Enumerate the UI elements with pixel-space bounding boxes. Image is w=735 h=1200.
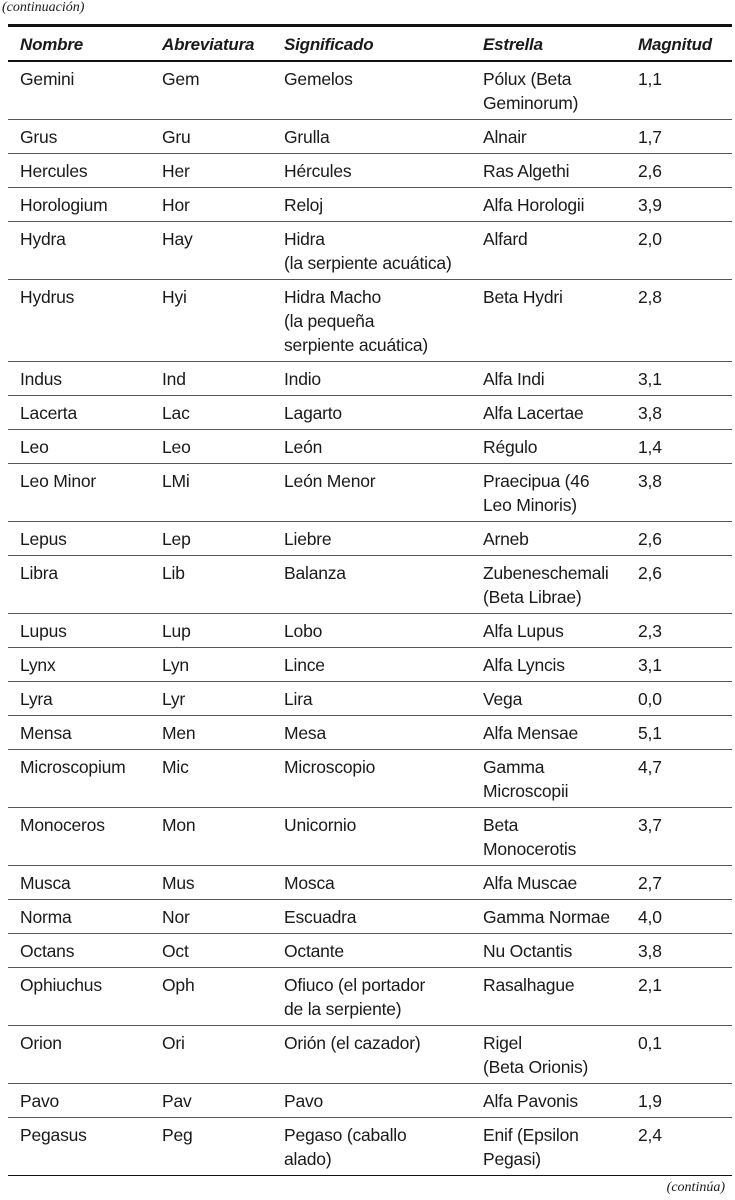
cell-estrella <box>471 362 626 396</box>
table-row <box>8 750 732 808</box>
table-row <box>8 808 732 866</box>
cell-estrella-line: Pólux (Beta <box>483 69 572 89</box>
cell-abreviatura: Hyi <box>150 280 272 362</box>
cell-significado <box>272 222 471 280</box>
cell-significado <box>272 556 471 614</box>
cell-significado-line: Unicornio <box>284 815 357 835</box>
cell-estrella <box>471 682 626 716</box>
cell-estrella-line: Alfa Muscae <box>483 873 578 893</box>
cell-magnitud: 3,7 <box>626 808 732 866</box>
cell-significado <box>272 120 471 154</box>
column-header-abreviatura: Abreviatura <box>162 35 255 54</box>
cell-estrella-line: Enif (Epsilon <box>483 1125 579 1145</box>
cell-estrella-line: Régulo <box>483 437 538 457</box>
cell-significado-line: Lince <box>284 655 325 675</box>
cell-estrella-line: Alfa Lupus <box>483 621 564 641</box>
cell-estrella <box>471 222 626 280</box>
cell-abreviatura: Mon <box>150 808 272 866</box>
cell-nombre: Hydra <box>8 222 150 280</box>
cell-magnitud: 1,9 <box>626 1084 732 1118</box>
cell-significado-line: Escuadra <box>284 907 357 927</box>
cell-nombre: Lacerta <box>8 396 150 430</box>
cell-estrella <box>471 430 626 464</box>
cell-abreviatura: Oct <box>150 934 272 968</box>
cell-significado <box>272 280 471 362</box>
cell-significado-line: Balanza <box>284 563 346 583</box>
table-row <box>8 648 732 682</box>
cell-abreviatura: LMi <box>150 464 272 522</box>
column-header-magnitud: Magnitud <box>638 35 712 54</box>
cell-significado-line: Hidra Macho <box>284 287 382 307</box>
cell-estrella <box>471 1026 626 1084</box>
cell-magnitud: 4,7 <box>626 750 732 808</box>
cell-estrella <box>471 648 626 682</box>
cell-significado-line: Liebre <box>284 529 332 549</box>
cell-estrella <box>471 464 626 522</box>
cell-significado <box>272 430 471 464</box>
cell-nombre: Lyra <box>8 682 150 716</box>
cell-estrella-line: Gamma <box>483 757 545 777</box>
cell-estrella-line: Alfa Mensae <box>483 723 579 743</box>
cell-estrella-line: Ras Algethi <box>483 161 570 181</box>
cell-magnitud: 2,6 <box>626 522 732 556</box>
cell-magnitud: 0,1 <box>626 1026 732 1084</box>
cell-nombre: Microscopium <box>8 750 150 808</box>
cell-magnitud: 2,6 <box>626 556 732 614</box>
table-row <box>8 464 732 522</box>
cell-estrella-line: Alfa Lyncis <box>483 655 565 675</box>
cell-abreviatura: Leo <box>150 430 272 464</box>
cell-magnitud: 2,8 <box>626 280 732 362</box>
cell-significado-line: Lagarto <box>284 403 342 423</box>
cell-significado-line: Orión (el cazador) <box>284 1033 421 1053</box>
cell-significado-line: Pegaso (caballo <box>284 1125 407 1145</box>
cell-estrella <box>471 716 626 750</box>
cell-estrella <box>471 556 626 614</box>
cell-magnitud: 0,0 <box>626 682 732 716</box>
cell-nombre: Orion <box>8 1026 150 1084</box>
cell-magnitud: 3,8 <box>626 396 732 430</box>
cell-abreviatura: Ind <box>150 362 272 396</box>
column-header-estrella: Estrella <box>483 35 543 54</box>
cell-estrella <box>471 968 626 1026</box>
cell-significado-line: alado) <box>284 1149 332 1169</box>
continuation-bottom-label: (continúa) <box>666 1180 725 1195</box>
table-row <box>8 188 732 222</box>
cell-nombre: Gemini <box>8 61 150 120</box>
cell-significado <box>272 61 471 120</box>
cell-nombre: Hydrus <box>8 280 150 362</box>
constellation-table-container <box>8 24 732 1176</box>
cell-magnitud: 4,0 <box>626 900 732 934</box>
cell-estrella <box>471 614 626 648</box>
cell-significado-line: Mosca <box>284 873 335 893</box>
cell-significado-line: de la serpiente) <box>284 999 402 1019</box>
cell-estrella-line: Pegasi) <box>483 1149 541 1169</box>
cell-estrella-line: (Beta Orionis) <box>483 1057 589 1077</box>
cell-nombre: Horologium <box>8 188 150 222</box>
cell-significado <box>272 522 471 556</box>
cell-estrella-line: Monocerotis <box>483 839 577 859</box>
cell-nombre: Ophiuchus <box>8 968 150 1026</box>
cell-magnitud: 3,1 <box>626 362 732 396</box>
cell-estrella <box>471 900 626 934</box>
cell-nombre: Grus <box>8 120 150 154</box>
cell-significado <box>272 808 471 866</box>
cell-significado <box>272 968 471 1026</box>
cell-abreviatura: Lyn <box>150 648 272 682</box>
cell-estrella-line: Arneb <box>483 529 529 549</box>
cell-significado <box>272 1118 471 1176</box>
cell-estrella-line: Rasalhague <box>483 975 575 995</box>
table-row <box>8 430 732 464</box>
cell-abreviatura: Oph <box>150 968 272 1026</box>
cell-estrella <box>471 522 626 556</box>
cell-magnitud: 3,8 <box>626 934 732 968</box>
cell-abreviatura: Men <box>150 716 272 750</box>
cell-significado <box>272 716 471 750</box>
cell-magnitud: 2,7 <box>626 866 732 900</box>
table-row <box>8 1026 732 1084</box>
cell-significado-line: León <box>284 437 323 457</box>
cell-magnitud: 2,4 <box>626 1118 732 1176</box>
cell-abreviatura: Pav <box>150 1084 272 1118</box>
cell-estrella-line: Zubeneschemali <box>483 563 609 583</box>
cell-significado <box>272 682 471 716</box>
cell-nombre: Octans <box>8 934 150 968</box>
cell-estrella-line: Alnair <box>483 127 527 147</box>
cell-abreviatura: Lib <box>150 556 272 614</box>
table-row <box>8 968 732 1026</box>
cell-estrella-line: Beta <box>483 815 519 835</box>
cell-magnitud: 2,1 <box>626 968 732 1026</box>
cell-abreviatura: Gru <box>150 120 272 154</box>
cell-abreviatura: Her <box>150 154 272 188</box>
cell-nombre: Indus <box>8 362 150 396</box>
cell-abreviatura: Mic <box>150 750 272 808</box>
cell-abreviatura: Hor <box>150 188 272 222</box>
table-row <box>8 614 732 648</box>
cell-estrella <box>471 808 626 866</box>
cell-abreviatura: Lep <box>150 522 272 556</box>
cell-estrella <box>471 750 626 808</box>
cell-significado-line: León Menor <box>284 471 376 491</box>
table-row <box>8 522 732 556</box>
cell-estrella-line: Alfa Horologii <box>483 195 585 215</box>
cell-significado-line: Hidra <box>284 229 325 249</box>
cell-significado <box>272 464 471 522</box>
table-row <box>8 866 732 900</box>
cell-significado-line: Octante <box>284 941 344 961</box>
cell-significado-line: Mesa <box>284 723 326 743</box>
cell-nombre: Pegasus <box>8 1118 150 1176</box>
cell-estrella <box>471 120 626 154</box>
cell-nombre: Leo Minor <box>8 464 150 522</box>
cell-abreviatura: Hay <box>150 222 272 280</box>
cell-significado-line: (la serpiente acuática) <box>284 253 452 273</box>
cell-significado-line: Indio <box>284 369 321 389</box>
cell-significado-line: Reloj <box>284 195 323 215</box>
continuation-top-label: (continuación) <box>2 0 85 15</box>
cell-magnitud: 3,9 <box>626 188 732 222</box>
cell-significado <box>272 934 471 968</box>
cell-significado <box>272 866 471 900</box>
cell-significado-line: Grulla <box>284 127 330 147</box>
cell-estrella-line: Nu Octantis <box>483 941 573 961</box>
cell-significado-line: Lobo <box>284 621 323 641</box>
cell-significado <box>272 750 471 808</box>
cell-magnitud: 2,0 <box>626 222 732 280</box>
cell-magnitud: 1,7 <box>626 120 732 154</box>
cell-estrella-line: Alfard <box>483 229 528 249</box>
cell-significado-line: (la pequeña <box>284 311 375 331</box>
table-row <box>8 716 732 750</box>
cell-significado-line: Ofiuco (el portador <box>284 975 426 995</box>
cell-significado-line: Microscopio <box>284 757 376 777</box>
column-header-significado: Significado <box>284 35 374 54</box>
table-row <box>8 120 732 154</box>
cell-nombre: Musca <box>8 866 150 900</box>
table-header <box>8 26 732 62</box>
cell-estrella <box>471 866 626 900</box>
cell-significado <box>272 188 471 222</box>
cell-estrella <box>471 61 626 120</box>
table-row <box>8 154 732 188</box>
cell-abreviatura: Lup <box>150 614 272 648</box>
cell-estrella <box>471 1084 626 1118</box>
table-row <box>8 1118 732 1176</box>
cell-nombre: Mensa <box>8 716 150 750</box>
cell-significado <box>272 154 471 188</box>
cell-abreviatura: Ori <box>150 1026 272 1084</box>
cell-estrella-line: Geminorum) <box>483 93 579 113</box>
cell-nombre: Norma <box>8 900 150 934</box>
cell-estrella-line: Beta Hydri <box>483 287 563 307</box>
table-row <box>8 682 732 716</box>
cell-estrella-line: Alfa Indi <box>483 369 545 389</box>
cell-estrella-line: Alfa Pavonis <box>483 1091 578 1111</box>
cell-estrella-line: Leo Minoris) <box>483 495 577 515</box>
cell-significado <box>272 900 471 934</box>
cell-nombre: Lupus <box>8 614 150 648</box>
cell-nombre: Lepus <box>8 522 150 556</box>
cell-abreviatura: Peg <box>150 1118 272 1176</box>
cell-magnitud: 2,6 <box>626 154 732 188</box>
cell-estrella <box>471 188 626 222</box>
cell-nombre: Hercules <box>8 154 150 188</box>
cell-abreviatura: Lyr <box>150 682 272 716</box>
column-header-nombre: Nombre <box>20 35 84 54</box>
cell-significado <box>272 1026 471 1084</box>
cell-magnitud: 1,1 <box>626 61 732 120</box>
cell-nombre: Pavo <box>8 1084 150 1118</box>
cell-estrella-line: Rigel <box>483 1033 522 1053</box>
cell-significado <box>272 362 471 396</box>
cell-significado-line: Hércules <box>284 161 352 181</box>
cell-significado <box>272 614 471 648</box>
table-row <box>8 280 732 362</box>
constellation-table <box>8 24 732 1176</box>
cell-magnitud: 2,3 <box>626 614 732 648</box>
cell-nombre: Lynx <box>8 648 150 682</box>
table-row <box>8 900 732 934</box>
cell-estrella <box>471 934 626 968</box>
cell-magnitud: 5,1 <box>626 716 732 750</box>
cell-estrella <box>471 280 626 362</box>
cell-significado <box>272 396 471 430</box>
cell-estrella-line: (Beta Librae) <box>483 587 582 607</box>
cell-abreviatura: Mus <box>150 866 272 900</box>
cell-magnitud: 1,4 <box>626 430 732 464</box>
cell-abreviatura: Gem <box>150 61 272 120</box>
cell-estrella <box>471 1118 626 1176</box>
cell-estrella-line: Vega <box>483 689 523 709</box>
cell-abreviatura: Lac <box>150 396 272 430</box>
cell-significado <box>272 648 471 682</box>
cell-nombre: Leo <box>8 430 150 464</box>
cell-significado-line: serpiente acuática) <box>284 335 429 355</box>
cell-estrella-line: Alfa Lacertae <box>483 403 584 423</box>
table-row <box>8 362 732 396</box>
table-row <box>8 222 732 280</box>
cell-abreviatura: Nor <box>150 900 272 934</box>
table-row <box>8 396 732 430</box>
cell-magnitud: 3,8 <box>626 464 732 522</box>
table-body <box>8 61 732 1176</box>
header-row <box>8 26 732 62</box>
cell-estrella-line: Microscopii <box>483 781 569 801</box>
cell-nombre: Monoceros <box>8 808 150 866</box>
cell-estrella-line: Gamma Normae <box>483 907 610 927</box>
cell-significado <box>272 1084 471 1118</box>
cell-estrella <box>471 154 626 188</box>
cell-significado-line: Pavo <box>284 1091 324 1111</box>
cell-estrella-line: Praecipua (46 <box>483 471 590 491</box>
table-row <box>8 556 732 614</box>
table-row <box>8 1084 732 1118</box>
table-row <box>8 934 732 968</box>
cell-magnitud: 3,1 <box>626 648 732 682</box>
cell-estrella <box>471 396 626 430</box>
cell-nombre: Libra <box>8 556 150 614</box>
table-row <box>8 61 732 120</box>
cell-significado-line: Gemelos <box>284 69 353 89</box>
cell-significado-line: Lira <box>284 689 313 709</box>
